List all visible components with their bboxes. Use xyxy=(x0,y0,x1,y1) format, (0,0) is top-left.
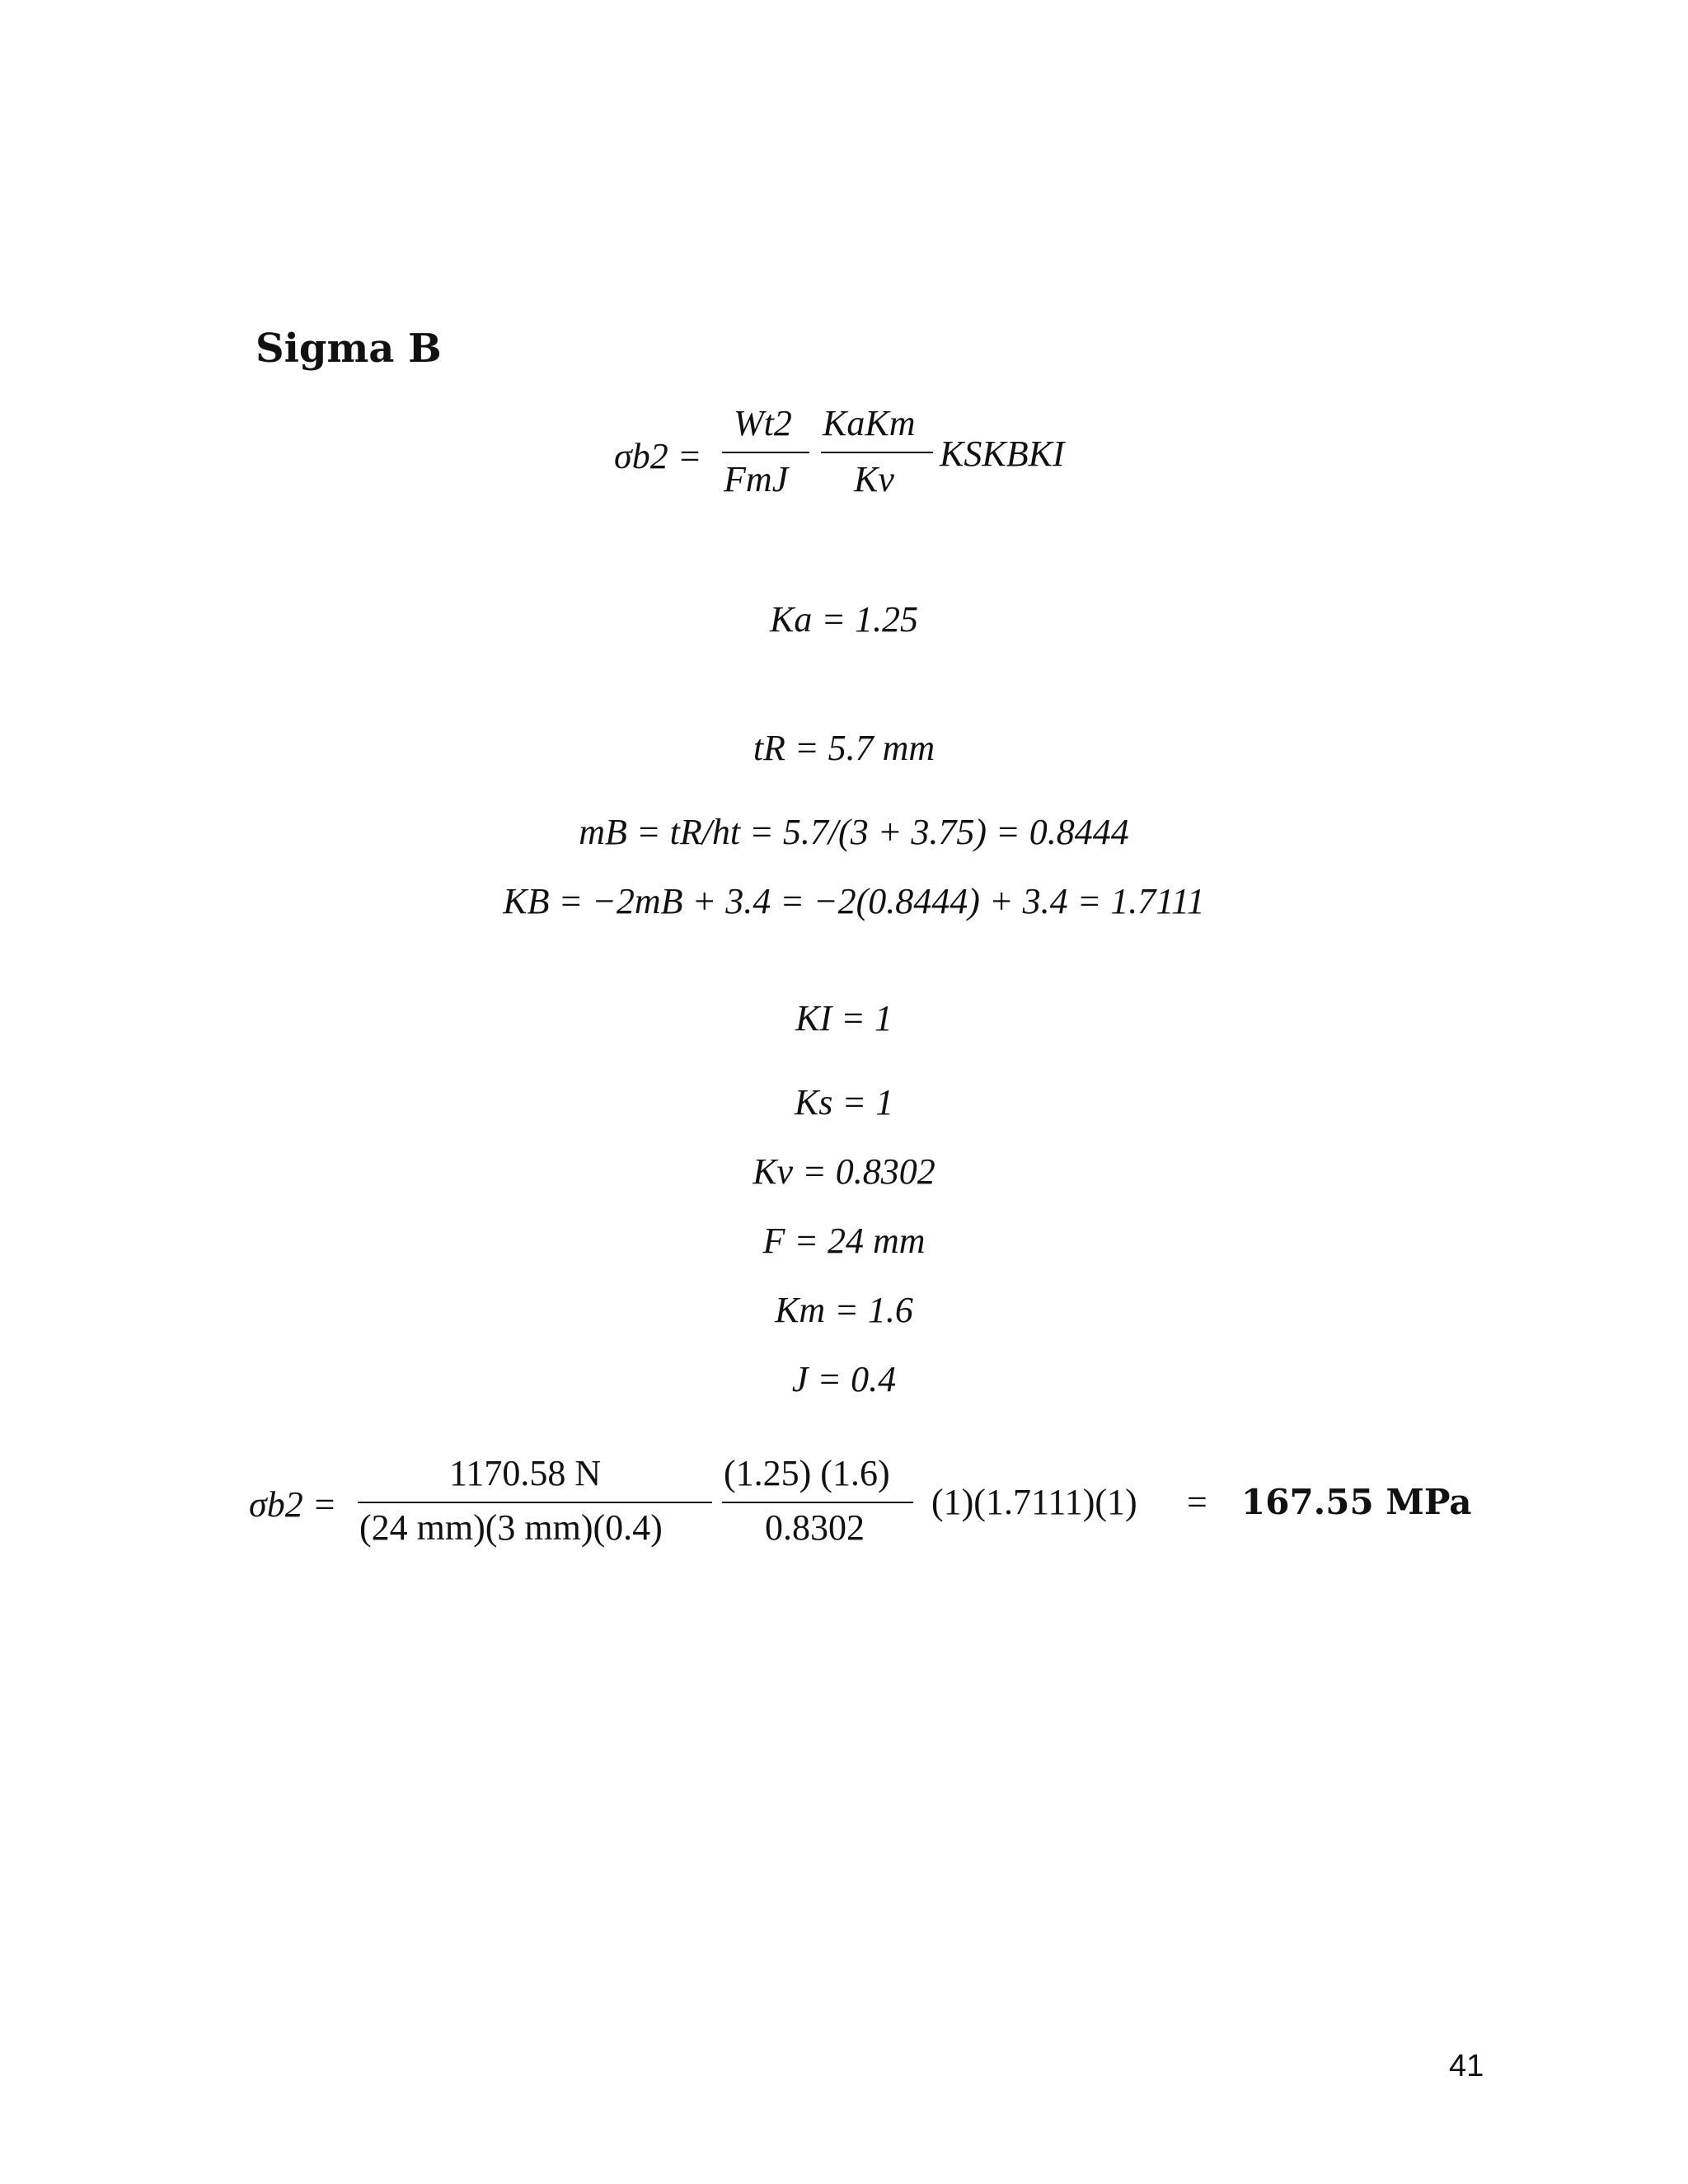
tr-value: tR = 5.7 mm xyxy=(753,728,935,768)
formula-frac1-numerator: Wt2 xyxy=(734,403,792,443)
ks-value: Ks = 1 xyxy=(794,1082,894,1122)
final-lhs: σb2 = xyxy=(249,1484,337,1525)
formula-lhs: σb2 = xyxy=(614,436,702,476)
f-value: F = 24 mm xyxy=(762,1221,926,1261)
final-tail: (1)(1.7111)(1) xyxy=(931,1482,1137,1522)
formula-frac2-denominator: Kv xyxy=(854,459,894,499)
final-frac1-bar xyxy=(358,1502,712,1503)
final-frac2-numerator: (1.25) (1.6) xyxy=(724,1453,890,1493)
formula-tail: KSKBKI xyxy=(940,434,1065,474)
mb-equation: mB = tR/ht = 5.7/(3 + 3.75) = 0.8444 xyxy=(579,812,1129,852)
kb-equation: KB = −2mB + 3.4 = −2(0.8444) + 3.4 = 1.7111 xyxy=(503,881,1205,921)
final-result: 167.55 MPa xyxy=(1241,1482,1472,1522)
formula-frac1-bar xyxy=(722,452,809,453)
formula-frac2-numerator: KaKm xyxy=(823,403,916,443)
final-frac2-denominator: 0.8302 xyxy=(765,1507,865,1548)
kv-value: Kv = 0.8302 xyxy=(753,1151,935,1192)
km-value: Km = 1.6 xyxy=(775,1290,913,1330)
j-value: J = 0.4 xyxy=(791,1359,897,1399)
formula-frac2-bar xyxy=(821,452,933,453)
final-frac1-denominator: (24 mm)(3 mm)(0.4) xyxy=(359,1507,663,1548)
final-equals: = xyxy=(1187,1482,1207,1522)
ka-value: Ka = 1.25 xyxy=(769,599,919,640)
section-heading: Sigma B xyxy=(256,326,442,372)
final-frac2-bar xyxy=(722,1502,913,1503)
final-frac1-numerator: 1170.58 N xyxy=(449,1453,602,1493)
page-number: 41 xyxy=(1449,2049,1484,2083)
ki-value: KI = 1 xyxy=(795,998,893,1038)
formula-frac1-denominator: FmJ xyxy=(724,459,789,499)
